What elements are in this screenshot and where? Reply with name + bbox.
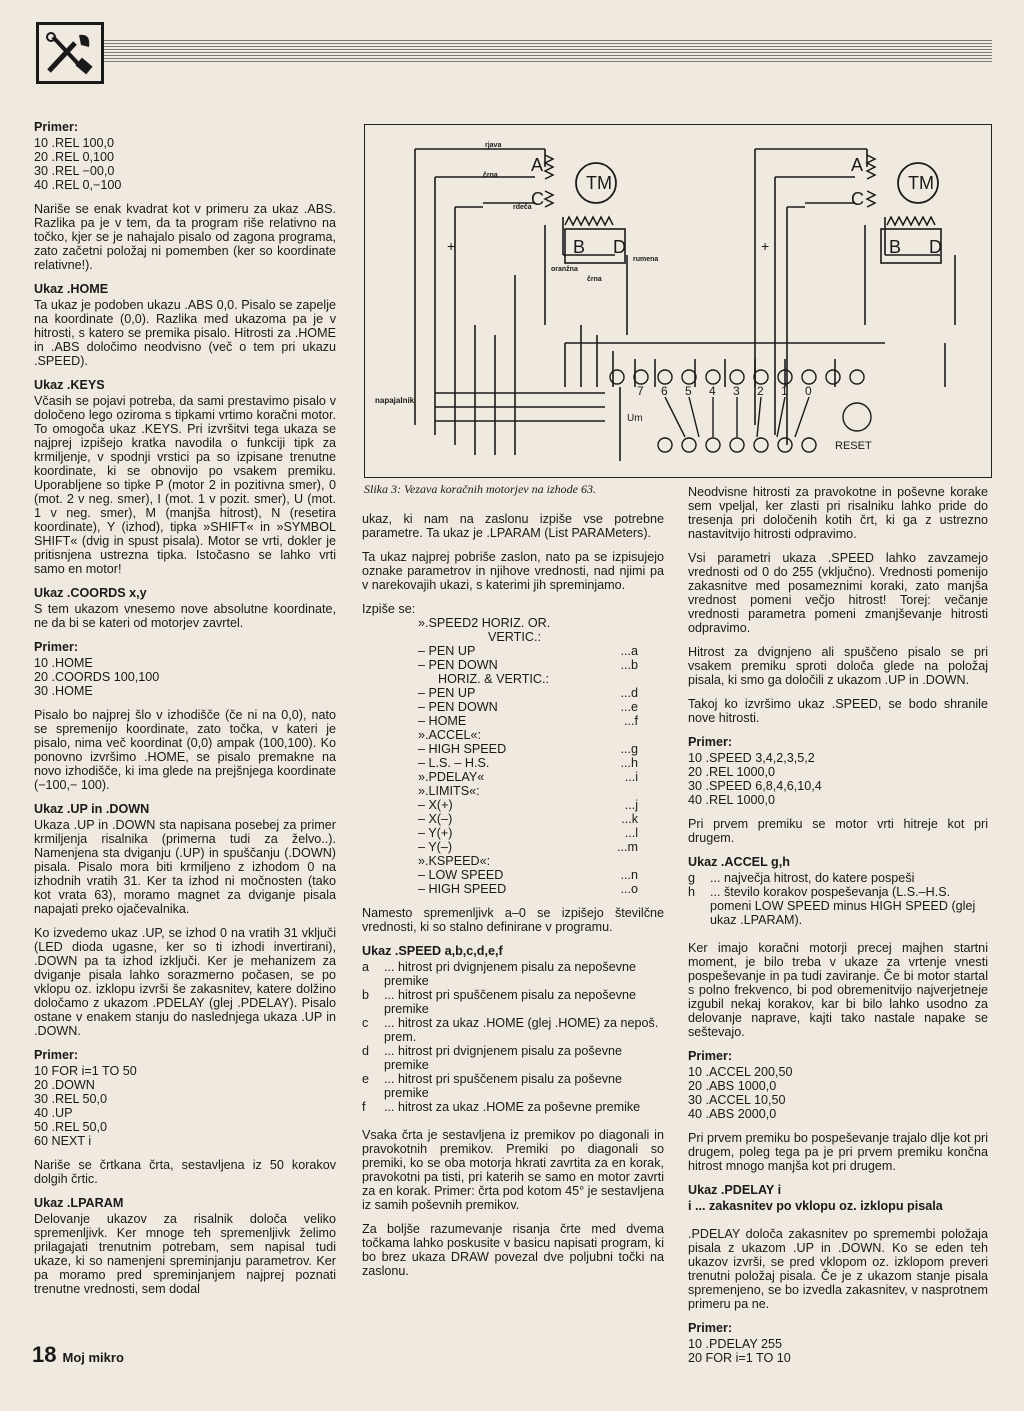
column-right [688,485,988,1375]
definition-row: b ... hitrost pri spuščenem pisalu za nepoševne premike [362,988,637,1016]
svg-text:0: 0 [805,384,812,398]
listing-line: HORIZ. & VERTIC.: [438,672,550,686]
paragraph: Vsi parametri ukaza .SPEED lahko zavzamejo vrednosti od 0 do 255 (vključno). Vrednosti pomenijo zakasnitve med posameznimi koraki, zato manjša vrednost pomeni večjo hitrost! Torej: večanje vrednosti parametra pomeni zmanjševanje hitrosti odpravimo. [688,551,988,635]
listing-line: ».ACCEL«: [418,728,481,742]
listing-line: – X(–) ...k [418,812,638,826]
svg-text:A: A [851,155,864,175]
tools-icon [39,25,101,81]
paragraph: Nariše se enak kvadrat kot v primeru za ukaz .ABS. Razlika pa je v tem, da ta program riše relativno na točko, kjer se je nahajalo pisalo od zagona programa, zato začetni položaj ni pomemben (ker so koordinate relativne!). [34,202,336,272]
paragraph: Delovanje ukazov za risalnik določa veliko spremenljivk. Ker mnoge teh spremenljivk želimo prilagajati trenutnim potrebam, sem napisal tudi ukaze, ki so namenjeni spreminjanju parametrov. Ker pa moramo pred spreminjanjem najprej poznati trenutne vrednosti, sem dodal [34,1212,336,1296]
svg-text:D: D [613,237,626,257]
wire-label: oranžna [551,266,578,273]
listing-line: ».LIMITS«: [418,784,480,798]
parameter-listing [362,616,664,896]
listing-line: – Y(+) ...l [418,826,638,840]
paragraph: Izpiše se: [362,602,416,616]
paragraph: Ukaza .UP in .DOWN sta napisana posebej za primer krmiljenja risalnika (primerna tudi za želvo..). Namenjena sta dviganju (.UP) in spuščanju (.DOWN) pisala. Pisalo mora biti krmiljeno z izhodom 0 na izhodnih vratih 31. Ker ta izhod ni močnosten (tako kot vrata 63), moramo magnet za dviganje pisala napajati preko ojačevalnika. [34,818,336,916]
page-number: 18 [32,1342,57,1367]
example-heading: Primer: [688,1321,733,1335]
svg-text:6: 6 [661,384,668,398]
column-middle [362,512,664,1288]
example-heading: Primer: [688,735,733,749]
listing-line: – HIGH SPEED ...g [418,742,638,756]
svg-text:B: B [573,237,586,257]
definition-row: e ... hitrost pri spuščenem pisalu za poševne premike [362,1072,623,1100]
paragraph: Včasih se pojavi potreba, da sami prestavimo pisalo v določeno lego oziroma s tipkami vrtimo koračni motor. To omogoča ukaz .KEYS. Pri izvršitvi tega ukaza se najprej izpišejo kratka navodila o funkciji tipk za krmiljenje, v spodnji vrstici pa so izpisane trenutne koordinate, ki se obnovijo po vsakem premiku. Uporabljene so tipke P (motor 2 in pozitivna smer), 0 (mot. 2 v neg. smer), I (mot. 1 v pozit. smer), U (mot. 1 v neg. smer), M (manjša hitrost), N (resetira koordinate), Y (izhod), tipka »SHIFT« in »SYMBOL SHIFT« (dvig in spust pisala). Motor se vrti, dokler je pritisnjena ustrezna tipka. Istočasno se lahko vrti samo en motor! [34,394,336,576]
code-listing: 10 FOR i=1 TO 50 20 .DOWN 30 .REL 50,0 40 .UP 50 .REL 50,0 60 NEXT i [34,1064,137,1148]
wire-label: črna [587,276,602,283]
paragraph: Takoj ko izvršimo ukaz .SPEED, se bodo shranile nove hitrosti. [688,697,988,725]
listing-line: ».PDELAY« ...i [418,770,638,784]
section-heading-pdelay: Ukaz .PDELAY i [688,1183,782,1197]
paragraph: Za boljše razumevanje risanja črte med dvema točkama lahko poskusite v basicu napisati program, ki bo brez ukaza DRAW povezal dve poljubni točki na zaslonu. [362,1222,664,1278]
svg-text:1: 1 [781,384,788,398]
svg-text:3: 3 [733,384,740,398]
listing-line: – PEN UP ...a [418,644,638,658]
pdelay-definition: i ... zakasnitev po vklopu oz. izklopu pisala [688,1199,943,1213]
listing-line: – PEN DOWN ...b [418,658,638,672]
speed-definitions [362,960,664,1114]
page-footer [32,1342,124,1368]
section-heading-updown: Ukaz .UP in .DOWN [34,802,150,816]
listing-line: ».KSPEED«: [418,854,491,868]
svg-text:A: A [531,155,544,175]
paragraph: ukaz, ki nam na zaslonu izpiše vse potrebne parametre. Ta ukaz je .LPARAM (List PARAMeters). [362,512,664,540]
listing-line: – LOW SPEED ...n [418,868,638,882]
definition-row: h ... število korakov pospeševanja (L.S.–H.S. pomeni LOW SPEED minus HIGH SPEED (glej ukaz .LPARAM). [688,885,976,927]
svg-text:C: C [531,189,544,209]
stepper-wiring-diagram [364,124,992,478]
example-heading: Primer: [688,1049,733,1063]
column-left [34,120,336,1306]
wire-label: rumena [633,256,659,263]
accel-definitions [688,871,988,927]
listing-line: – PEN DOWN ...e [418,700,638,714]
section-heading-home: Ukaz .HOME [34,282,109,296]
definition-row: f ... hitrost za ukaz .HOME za poševne premike [362,1100,641,1114]
paragraph: Ta ukaz je podoben ukazu .ABS 0,0. Pisalo se zapelje na koordinate (0,0). Razlika med ukazoma pa je v hitrosti, s katero se premika pisalo. Hitrosti za .HOME in .ABS določimo neodvisno (več o tem pri ukazu .SPEED). [34,298,336,368]
paragraph: Ker imajo koračni motorji precej majhen startni moment, je bilo treba v ukaze za vrtenje vnesti pospeševanje in pa tudi zaviranje. Če bi motor startal s polno frekvenco, bi pod obremenitvijo najverjetneje izgubil nekaj korakov, kar bi bilo lahko usodno za delovanje naprave, kajti tako nastale napake se seštevajo. [688,941,988,1039]
magazine-name: Moj mikro [62,1350,124,1365]
definition-row: g ... največja hitrost, do katere pospeši [688,871,915,885]
listing-line: – Y(–) ...m [418,840,638,854]
paragraph: Nariše se črtkana črta, sestavljena iz 50 korakov dolgih črtic. [34,1158,336,1186]
figure-caption: Slika 3: Vezava koračnih motorjev na izhode 63. [364,482,596,496]
section-heading-accel: Ukaz .ACCEL g,h [688,855,790,869]
listing-line: ».SPEED2 HORIZ. OR. [418,616,551,630]
wire-label: rjava [485,142,502,149]
svg-text:7: 7 [637,384,644,398]
listing-line: – HIGH SPEED ...o [418,882,638,896]
paragraph: Ko izvedemo ukaz .UP, se izhod 0 na vratih 31 vključi (LED dioda ugasne, ker so ti izhodi invertirani), .DOWN pa ta izhod izključi. Ker je mehanizem za dviganje pisala lahko sorazmerno počasen, se po vklopu oz. izklopu izvrši še zakasnitev, katere dolžino določamo z ukazom .PDELAY (glej .PDELAY). Pisalo ostane v enakem stanju do naslednjega ukaza .UP in .DOWN. [34,926,336,1038]
svg-text:2: 2 [757,384,764,398]
wire-label: rdeča [513,204,532,211]
svg-text:5: 5 [685,384,692,398]
paragraph: Pri prvem premiku bo pospeševanje trajalo dlje kot pri drugem, poleg tega pa je pri prvem premiku končna hitrost mnogo manjša kot pri drugem. [688,1131,988,1173]
svg-text:D: D [929,237,942,257]
code-listing: 10 .REL 100,0 20 .REL 0,100 30 .REL −00,0 40 .REL 0,−100 [34,136,122,192]
code-listing: 10 .HOME 20 .COORDS 100,100 30 .HOME [34,656,160,698]
reset-label: RESET [835,440,872,452]
header-stripe [80,40,992,62]
definition-row: d ... hitrost pri dvignjenem pisalu za poševne premike [362,1044,623,1072]
example-heading: Primer: [34,1048,79,1062]
svg-text:4: 4 [709,384,716,398]
paragraph: Neodvisne hitrosti za pravokotne in poševne korake sem vpeljal, ker zlasti pri risalniku lahko pride do tresenja pri določenih kotih črt, ki ga z ustrezno nastavitvijo hitrosti odpravimo. [688,485,988,541]
definition-row: a ... hitrost pri dvignjenem pisalu za nepoševne premike [362,960,637,988]
example-heading: Primer: [34,120,79,134]
listing-line: – X(+) ...j [418,798,638,812]
section-heading-speed: Ukaz .SPEED a,b,c,d,e,f [362,944,503,958]
listing-line: VERTIC.: [488,630,541,644]
section-heading-coords: Ukaz .COORDS x,y [34,586,147,600]
paragraph: Hitrost za dvignjeno ali spuščeno pisalo se pri vsakem premiku sproti določa glede na položaj pisala, ki smo ga določili z ukazom .UP in .DOWN. [688,645,988,687]
paragraph: Pri prvem premiku se motor vrti hitreje kot pri drugem. [688,817,988,845]
paragraph: Ta ukaz najprej pobriše zaslon, nato pa se izpisujejo oznake parametrov in njihove vrednosti, nad njimi pa v narekovajih ukazi, s katerimi jih spreminjamo. [362,550,664,592]
section-logo [36,22,104,84]
supply-label: napajalnik [375,396,415,405]
motor2-label: TM [908,173,934,193]
listing-line: – HOME ...f [418,714,638,728]
svg-text:C: C [851,189,864,209]
section-heading-keys: Ukaz .KEYS [34,378,105,392]
paragraph: Namesto spremenljivk a–0 se izpišejo številčne vrednosti, ki so stalno definirane v programu. [362,906,664,934]
svg-text:+: + [447,238,456,254]
definition-row: c ... hitrost za ukaz .HOME (glej .HOME) za nepoš. prem. [362,1016,659,1044]
listing-line: – L.S. – H.S. ...h [418,756,638,770]
code-listing: 10 .PDELAY 255 20 FOR i=1 TO 10 [688,1337,791,1365]
example-heading: Primer: [34,640,79,654]
code-listing: 10 .SPEED 3,4,2,3,5,2 20 .REL 1000,0 30 .SPEED 6,8,4,6,10,4 40 .REL 1000,0 [688,751,822,807]
wire-label: črna [483,172,498,179]
listing-line: – PEN UP ...d [418,686,638,700]
section-heading-lparam: Ukaz .LPARAM [34,1196,124,1210]
paragraph: S tem ukazom vnesemo nove absolutne koordinate, ne da bi se kateri od motorjev zavrtel. [34,602,336,630]
svg-text:Um: Um [627,413,643,424]
paragraph: Vsaka črta je sestavljena iz premikov po diagonali in pravokotnih premikov. Premiki po diagonali so premiki, ko se oba motorja hkrati zavrtita za en korak, pravokotni pa tisti, pri katerih se samo en motor zavrti za en korak. Primer: črta pod kotom 45° je sestavljena iz samih poševnih premikov. [362,1128,664,1212]
svg-text:B: B [889,237,902,257]
motor1-label: TM [586,173,612,193]
svg-text:+: + [761,238,770,254]
code-listing: 10 .ACCEL 200,50 20 .ABS 1000,0 30 .ACCEL 10,50 40 .ABS 2000,0 [688,1065,793,1121]
paragraph: Pisalo bo najprej šlo v izhodišče (če ni na 0,0), nato se spremenijo koordinate, zato točka, v kateri je pisalo, nima več koordinat (0,0) ampak (100,100). Ko ponovno izvršimo .HOME, se pisalo premakne na novo izhodišče, ki ima glede na prejšnjega koordinate (−100,− 100). [34,708,336,792]
paragraph: .PDELAY določa zakasnitev po spremembi položaja pisala z ukazom .UP in .DOWN. Ko se eden teh ukazov izvrši, se pred vklopom oz. izklopom preveri trenutni položaj pisala. Če je z ukazom stanje pisala spremenjeno, se bo izvedla zakasnitev, v nasprotnem primeru pa ne. [688,1227,988,1311]
